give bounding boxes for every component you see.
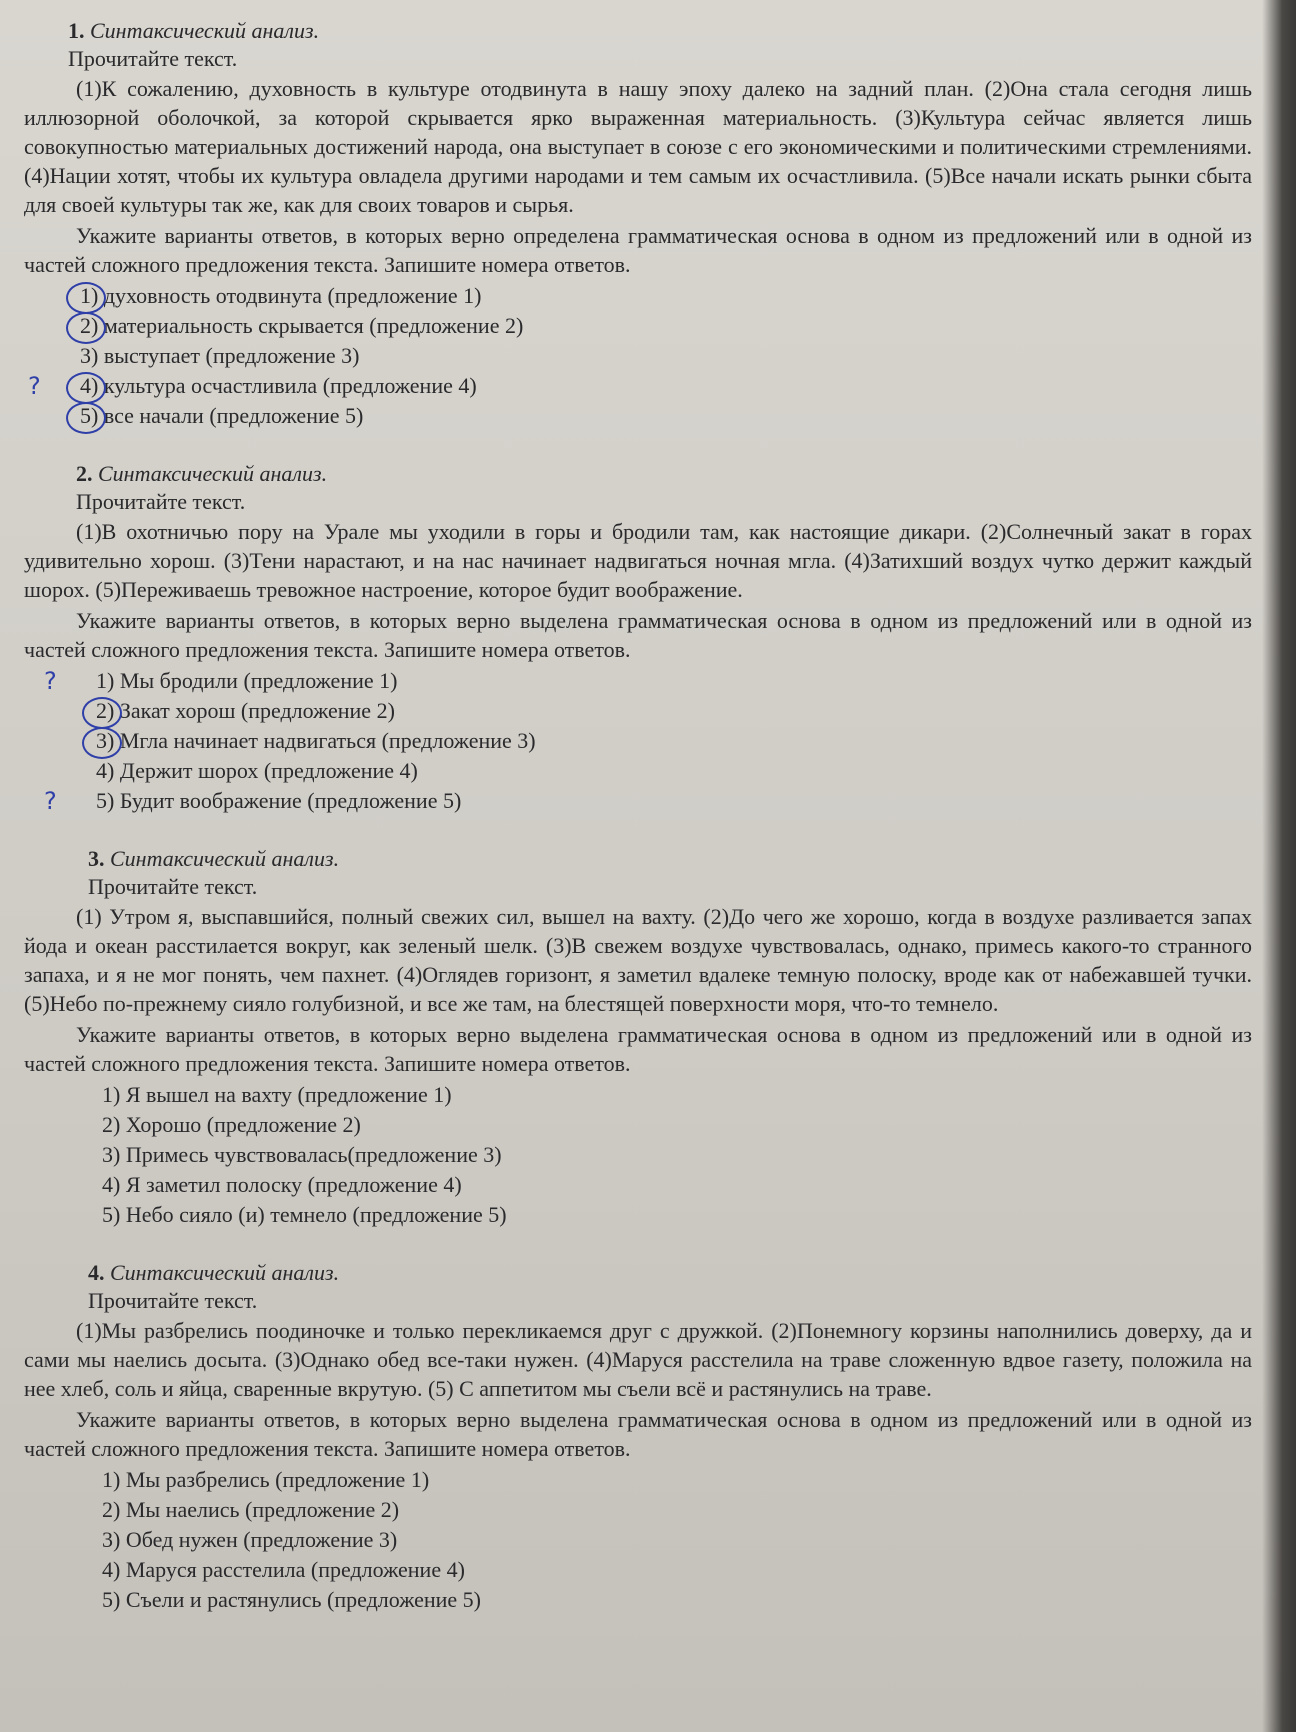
answer-option-1[interactable] (44, 666, 1252, 696)
answer-option-1[interactable] (102, 1080, 1252, 1110)
task-title (88, 846, 1252, 872)
task-name: Синтаксический анализ. (90, 18, 320, 43)
page-edge-shadow (1262, 0, 1296, 1732)
answer-option-4[interactable] (96, 756, 1252, 786)
read-prompt: Прочитайте текст. (68, 46, 238, 71)
read-prompt: Прочитайте текст. (88, 1288, 258, 1313)
answer-option-5[interactable] (44, 786, 1252, 816)
option-label: 4) Маруся расстелила (предложение 4) (102, 1557, 465, 1582)
circle-mark-icon (82, 697, 122, 729)
answer-option-3[interactable] (102, 1140, 1252, 1170)
task-name: Синтаксический анализ. (110, 1260, 340, 1285)
answer-option-4[interactable] (102, 1555, 1252, 1585)
option-label: 3) Обед нужен (предложение 3) (102, 1527, 398, 1552)
answer-option-2[interactable] (102, 1495, 1252, 1525)
task-title (76, 461, 1252, 487)
task-name: Синтаксический анализ. (98, 461, 328, 486)
circle-mark-icon (66, 402, 106, 434)
option-label: 3) Мгла начинает надвигаться (предложение 3) (96, 728, 536, 753)
task-2 (24, 461, 1252, 816)
read-prompt: Прочитайте текст. (88, 874, 258, 899)
answer-option-2[interactable] (80, 311, 1252, 341)
option-label: 5) Съели и растянулись (предложение 5) (102, 1587, 482, 1612)
option-label: 5) все начали (предложение 5) (80, 403, 364, 428)
question-mark-icon: ? (28, 372, 41, 400)
task-number: 4. (88, 1260, 105, 1285)
question-mark-icon: ? (44, 787, 57, 815)
answer-option-2[interactable] (102, 1110, 1252, 1140)
task-title (88, 1260, 1252, 1286)
option-label: 4) Я заметил полоску (предложение 4) (102, 1172, 462, 1197)
task-instruction: Укажите варианты ответов, в которых верно выделена грамматическая основа в одном из предложений или в одной из частей сложного предложения текста. Запишите номера ответов. (24, 1022, 1252, 1076)
task-title (68, 18, 1252, 44)
answer-option-3[interactable] (96, 726, 1252, 756)
answer-options (24, 281, 1252, 431)
answer-option-5[interactable] (102, 1200, 1252, 1230)
answer-option-1[interactable] (80, 281, 1252, 311)
task-number: 1. (68, 18, 85, 43)
task-text: (1)К сожалению, духовность в культуре отодвинута в нашу эпоху далеко на задний план. (2)Она стала сегодня лишь иллюзорной оболочкой, за которой скрывается ярко выраженная материальность. (3)Культура сейчас является лишь совокупностью материальных достижений народа, она выступает в союзе с его экономическими и политическими стремлениями. (4)Нации хотят, чтобы их культура овладела другими народами и тем самым их осчастливила. (5)Все начали искать рынки сбыта для своей культуры так же, как для своих товаров и сырья. (24, 76, 1252, 217)
answer-options (24, 1080, 1252, 1230)
task-text: (1)В охотничью пору на Урале мы уходили в горы и бродили там, как настоящие дикари. (2)Солнечный закат в горах удивительно хорош. (3)Тени нарастают, и на нас начинает надвигаться ночная мгла. (4)Затихший воздух чутко держит каждый шорох. (5)Переживаешь тревожное настроение, которое будит воображение. (24, 519, 1252, 602)
task-text: (1)Мы разбрелись поодиночке и только перекликаемся друг с дружкой. (2)Понемногу корзины наполнились доверху, да и сами мы наелись досыта. (3)Однако обед все-таки нужен. (4)Маруся расстелила на траве сложенную вдвое газету, положила на нее хлеб, соль и яйца, сваренные вкрутую. (5) С аппетитом мы съели всё и растянулись на траве. (24, 1318, 1252, 1401)
task-instruction: Укажите варианты ответов, в которых верно выделена грамматическая основа в одном из предложений или в одной из частей сложного предложения текста. Запишите номера ответов. (24, 1407, 1252, 1461)
option-label: 2) Мы наелись (предложение 2) (102, 1497, 400, 1522)
option-label: 3) Примесь чувствовалась(предложение 3) (102, 1142, 502, 1167)
circle-mark-icon (66, 372, 106, 404)
answer-options (24, 666, 1252, 816)
task-instruction: Укажите варианты ответов, в которых верно определена грамматическая основа в одном из предложений или в одной из частей сложного предложения текста. Запишите номера ответов. (24, 223, 1252, 277)
option-label: 5) Будит воображение (предложение 5) (96, 788, 462, 813)
answer-options (24, 1465, 1252, 1615)
answer-option-4[interactable] (102, 1170, 1252, 1200)
answer-option-2[interactable] (96, 696, 1252, 726)
task-name: Синтаксический анализ. (110, 846, 340, 871)
option-label: 1) Мы бродили (предложение 1) (96, 668, 398, 693)
task-number: 2. (76, 461, 93, 486)
question-mark-icon: ? (44, 667, 57, 695)
read-prompt: Прочитайте текст. (76, 489, 246, 514)
option-label: 5) Небо сияло (и) темнело (предложение 5) (102, 1202, 507, 1227)
option-label: 2) материальность скрывается (предложение 2) (80, 313, 524, 338)
option-label: 1) Я вышел на вахту (предложение 1) (102, 1082, 452, 1107)
option-label: 3) выступает (предложение 3) (80, 343, 360, 368)
circle-mark-icon (66, 282, 106, 314)
task-number: 3. (88, 846, 105, 871)
answer-option-5[interactable] (102, 1585, 1252, 1615)
answer-option-3[interactable] (102, 1525, 1252, 1555)
task-4 (24, 1260, 1252, 1615)
option-label: 1) Мы разбрелись (предложение 1) (102, 1467, 430, 1492)
answer-option-5[interactable] (80, 401, 1252, 431)
task-3 (24, 846, 1252, 1230)
task-instruction: Укажите варианты ответов, в которых верно выделена грамматическая основа в одном из предложений или в одной из частей сложного предложения текста. Запишите номера ответов. (24, 608, 1252, 662)
option-label: 4) Держит шорох (предложение 4) (96, 758, 418, 783)
circle-mark-icon (66, 312, 106, 344)
circle-mark-icon (82, 727, 122, 759)
option-label: 2) Закат хорош (предложение 2) (96, 698, 395, 723)
answer-option-3[interactable] (80, 341, 1252, 371)
option-label: 2) Хорошо (предложение 2) (102, 1112, 361, 1137)
option-label: 4) культура осчастливила (предложение 4) (80, 373, 477, 398)
answer-option-4[interactable] (28, 371, 1252, 401)
page-content (24, 18, 1252, 1645)
option-label: 1) духовность отодвинута (предложение 1) (80, 283, 482, 308)
task-text: (1) Утром я, выспавшийся, полный свежих сил, вышел на вахту. (2)До чего же хорошо, когда в воздухе разливается запах йода и океан расстилается вокруг, как зеленый шелк. (3)В свежем воздухе чувствовалась, однако, примесь какого-то странного запаха, и я не мог понять, чем пахнет. (4)Оглядев горизонт, я заметил вдалеке темную полоску, вроде как от набежавшей тучки. (5)Небо по-прежнему сияло голубизной, и все же там, на блестящей поверхности моря, что-то темнело. (24, 904, 1252, 1016)
task-1 (24, 18, 1252, 431)
answer-option-1[interactable] (102, 1465, 1252, 1495)
